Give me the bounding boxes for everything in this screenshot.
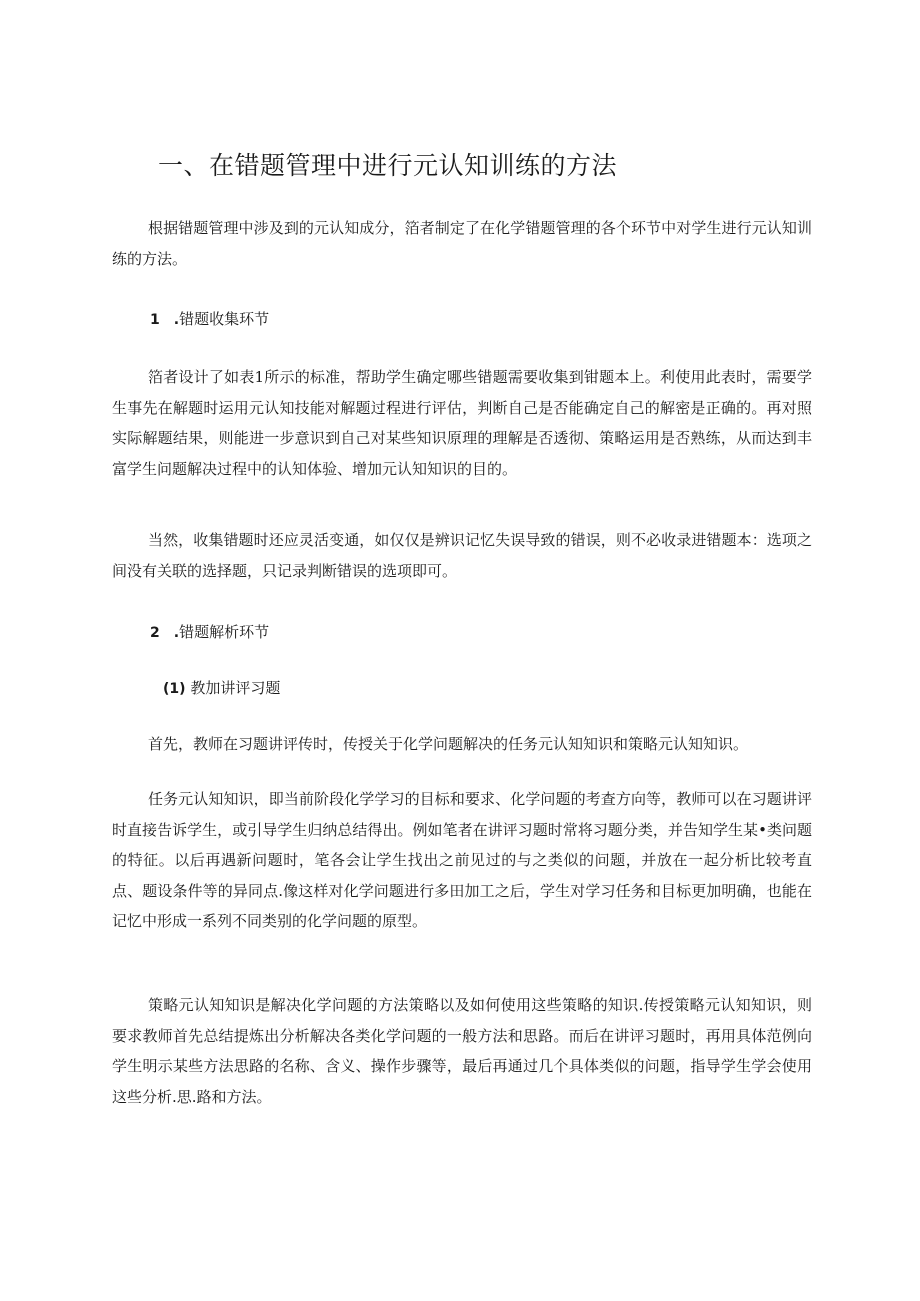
section-1-number: 1 . — [150, 312, 180, 328]
subsection-1-label: 教加讲评习题 — [190, 679, 281, 697]
section-1-label: 错题收集环节 — [179, 310, 270, 328]
subsection-1-number: (1) — [163, 681, 186, 697]
section-2-heading — [150, 621, 269, 644]
section-2-number: 2 . — [150, 625, 180, 641]
section-1-heading — [150, 308, 269, 331]
section-2-paragraph-2: 任务元认知知识，即当前阶段化学学习的目标和要求、化学问题的考查方向等，教师可以在习题讲评时直接告诉学生，或引导学生归纳总结得出。例如笔者在讲评习题时常将习题分类，并告知学生某•类问题的特征。以后再遇新问题时，笔各会让学生找出之前见过的与之类似的问题，并放在一起分析比较考直点、题设条件等的异同点.像这样对化学问题进行多田加工之后，学生对学习任务和目标更加明确，也能在记忆中形成一系列不同类别的化学问题的原型。 — [112, 790, 812, 930]
subsection-1-heading — [163, 677, 280, 700]
intro-paragraph: 根据错题管理中涉及到的元认知成分，箔者制定了在化学错题管理的各个环节中对学生进行元认知训练的方法。 — [112, 219, 812, 268]
page-title: 一、在错题管理中进行元认知训练的方法 — [158, 151, 618, 180]
section-2-paragraph-3: 策略元认知知识是解决化学问题的方法策略以及如何使用这些策略的知识.传授策略元认知知识，则要求教师首先总结提炼出分析解决各类化学问题的一般方法和思路。而后在讲评习题时，再用具体范例向学生明示某些方法思路的名称、含义、操作步骤等，最后再通过几个具体类似的问题，指导学生学会使用这些分析.思.路和方法。 — [112, 996, 812, 1106]
section-2-label: 错题解析环节 — [179, 623, 270, 641]
section-1-paragraph-2: 当然，收集错题时还应灵活变通，如仅仅是辨识记忆失误导致的错误，则不必收录进错题本：选项之间没有关联的选择题，只记录判断错误的选项即可。 — [112, 531, 812, 580]
section-2-paragraph-1: 首先，教师在习题讲评传时，传授关于化学问题解决的任务元认知知识和策略元认知知识。 — [148, 735, 749, 753]
section-1-paragraph-1: 箔者设计了如表1所示的标准，帮助学生确定哪些错题需要收集到钳题本上。利使用此表时，需要学生事先在解题时运用元认知技能对解题过程进行评估，判断自己是否能确定自己的解密是正确的。再对照实际解题结果，则能进一步意识到自己对某些知识原理的理解是否透彻、策略运用是否熟练，从而达到丰富学生问题解决过程中的认知体验、增加元认知知识的目的。 — [112, 368, 812, 478]
